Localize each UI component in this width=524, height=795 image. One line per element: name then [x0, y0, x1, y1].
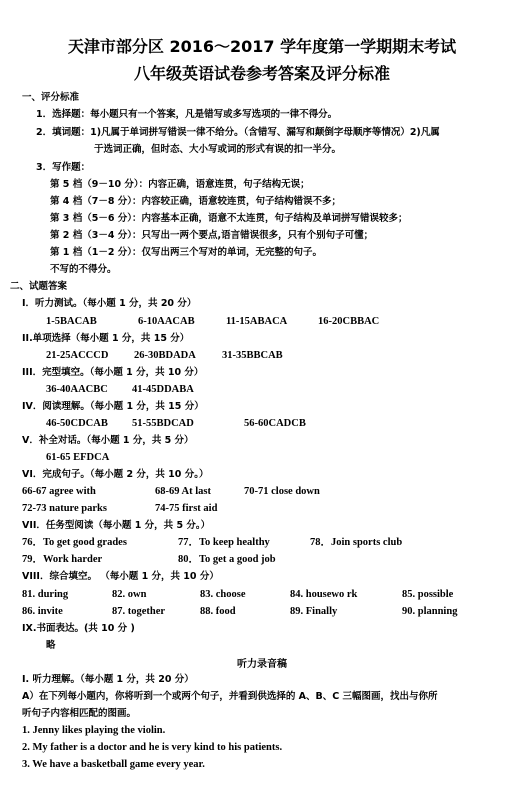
answer-group: 1-5BACAB — [46, 316, 97, 327]
listening-script-title: 听力录音稿 — [237, 659, 287, 670]
rule-multiple-choice: 1．选择题：每小题只有一个答案，凡是错写或多写选项的一律不得分。 — [36, 109, 338, 120]
rule-fill-blank-line2: 于选词正确，但时态、大小写或词的形式有误的扣一半分。 — [94, 144, 342, 155]
answer-item: 70-71 close down — [244, 486, 320, 497]
listening-sentence: 2. My father is a doctor and he is very kind to his patients. — [22, 742, 283, 753]
listening-sentence: 1. Jenny likes playing the violin. — [22, 725, 166, 736]
part9-heading: IX.书面表达。(共 10 分 ) — [22, 623, 135, 634]
answer-group: 41-45DDABA — [132, 384, 194, 395]
answer-item: 87. together — [112, 606, 166, 617]
answer-group: 6-10AACAB — [138, 316, 195, 327]
answer-item: 66-67 agree with — [22, 486, 96, 497]
answer-item: 81. during — [22, 589, 69, 600]
listening-part-heading: Ⅰ. 听力理解。（每小题 1 分，共 20 分） — [22, 674, 194, 685]
part4-heading: IV．阅读理解。（每小题 1 分，共 15 分） — [22, 401, 204, 412]
answer-group: 51-55BDCAD — [132, 418, 194, 429]
writing-no-answer: 不写的不得分。 — [50, 264, 117, 275]
part3-heading: III．完型填空。（每小题 1 分，共 10 分） — [22, 367, 204, 378]
rule-fill-blank-line1: 2．填词题：1)凡属于单词拼写错误一律不给分。（含错写、漏写和颠倒字母顺序等情况）2)凡属 — [36, 127, 440, 138]
listening-instruction-line1: A）在下列每小题内，你将听到一个或两个句子，并看到供选择的 A、B、C 三幅图画，找出与你所 — [22, 691, 438, 702]
part7-heading: VII．任务型阅读（每小题 1 分，共 5 分。） — [22, 520, 211, 531]
part1-heading: I．听力测试。（每小题 1 分，共 20 分） — [22, 298, 197, 309]
answer-group: 21-25ACCCD — [46, 350, 109, 361]
section-heading-answers: 二、试题答案 — [10, 281, 68, 292]
document-title: 天津市部分区 2016～2017 学年度第一学期期末考试 — [67, 37, 457, 56]
answer-item: 80．To get a good job — [178, 554, 276, 565]
answer-item: 72-73 nature parks — [22, 503, 107, 514]
answer-item: 68-69 At last — [155, 486, 211, 497]
answer-group: 16-20CBBAC — [318, 316, 380, 327]
answer-group: 11-15ABACA — [226, 316, 288, 327]
answer-item: 78．Join sports club — [310, 537, 403, 548]
part5-heading: V．补全对话。（每小题 1 分，共 5 分） — [22, 435, 194, 446]
part2-heading: II.单项选择（每小题 1 分，共 15 分） — [22, 333, 190, 344]
answer-item: 89. Finally — [290, 606, 338, 617]
answer-group: 61-65 EFDCA — [46, 452, 110, 463]
answer-item: 77．To keep healthy — [178, 537, 270, 548]
answer-item: 74-75 first aid — [155, 503, 218, 514]
writing-grade-5: 第 5 档（9－10 分）：内容正确，语意连贯，句子结构无误； — [50, 179, 310, 190]
writing-grade-4: 第 4 档（7－8 分）：内容较正确，语意较连贯，句子结构错误不多； — [50, 196, 342, 207]
writing-grade-3: 第 3 档（5－6 分）：内容基本正确，语意不太连贯，句子结构及单词拼写错误较多； — [50, 213, 408, 224]
answer-group: 36-40AACBC — [46, 384, 108, 395]
answer-item: 84. housewo rk — [290, 589, 358, 600]
answer-group: 31-35BBCAB — [222, 350, 283, 361]
answer-group: 26-30BDADA — [134, 350, 196, 361]
answer-item: 86. invite — [22, 606, 63, 617]
answer-item: 82. own — [112, 589, 147, 600]
answer-item: 79．Work harder — [22, 554, 103, 565]
answer-omitted: 略 — [46, 640, 56, 651]
answer-item: 90. planning — [402, 606, 458, 617]
answer-item: 88. food — [200, 606, 236, 617]
writing-grade-2: 第 2 档（3－4 分）：只写出一两个要点,语言错误很多，只有个别句子可懂； — [50, 230, 374, 241]
answer-item: 76．To get good grades — [22, 537, 127, 548]
answer-group: 56-60CADCB — [244, 418, 306, 429]
section-heading-scoring: 一、评分标准 — [22, 92, 80, 103]
answer-item: 83. choose — [200, 589, 246, 600]
listening-instruction-line2: 听句子内容相匹配的图画。 — [22, 708, 137, 719]
part6-heading: VI．完成句子。（每小题 2 分，共 10 分。） — [22, 469, 209, 480]
document-subtitle: 八年级英语试卷参考答案及评分标准 — [133, 64, 390, 83]
writing-grade-1: 第 1 档（1－2 分）：仅写出两三个写对的单词，无完整的句子。 — [50, 247, 323, 258]
listening-sentence: 3. We have a basketball game every year. — [22, 759, 205, 770]
rule-writing: 3．写作题： — [36, 162, 91, 173]
answer-group: 46-50CDCAB — [46, 418, 108, 429]
answer-item: 85. possible — [402, 589, 454, 600]
part8-heading: VIII．综合填空。 （每小题 1 分，共 10 分） — [22, 571, 219, 582]
